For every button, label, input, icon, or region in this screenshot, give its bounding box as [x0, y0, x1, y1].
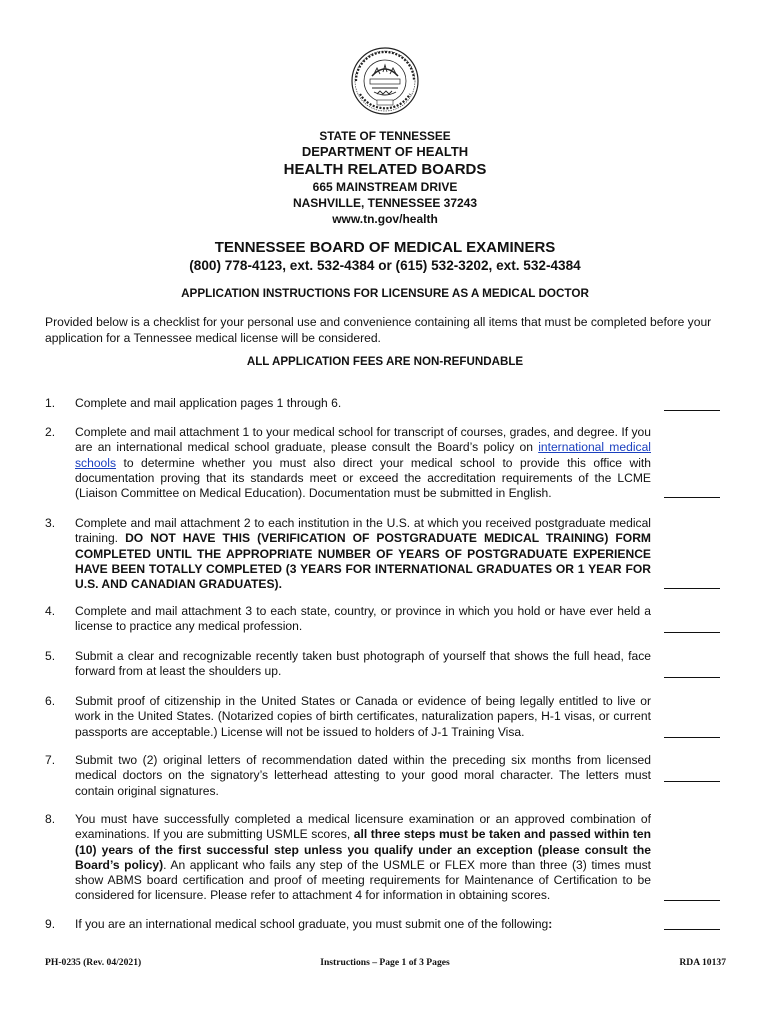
item-number: 9.: [45, 917, 56, 931]
fees-notice: ALL APPLICATION FEES ARE NON-REFUNDABLE: [246, 355, 524, 368]
item-number: 7.: [45, 753, 56, 767]
item-number: 5.: [45, 649, 56, 663]
checklist-item-text: [75, 516, 651, 592]
header-department: DEPARTMENT OF HEALTH: [301, 144, 469, 159]
item-bold-text: :: [548, 917, 553, 931]
checklist-item-text: Complete and mail attachment 3 to each state, country, or province in which you hold or have ever held a license to practice any medical profession.: [75, 604, 651, 634]
checkoff-line[interactable]: [664, 737, 720, 738]
item-text-part: If you are an international medical school graduate, you must submit one of the following: [75, 917, 549, 931]
item-text-part: You must have successfully completed a medical licensure examination or an approved combination of examinations. If you are submitting USMLE scores,: [75, 812, 651, 842]
checkoff-line[interactable]: [664, 677, 720, 678]
footer-page-number: Instructions – Page 1 of 3 Pages: [320, 957, 450, 968]
item-text-part: . An applicant who fails any step of the USMLE or FLEX more than three (3) times must show ABMS board certification and proof of meeting requirements for Maintenance of Certification to be considered for licensure. Please refer to attachment 4 for information in obtaining scores.: [75, 857, 651, 903]
board-phones: (800) 778-4123, ext. 532-4384 or (615) 532-3202, ext. 532-4384: [189, 258, 581, 273]
checklist-item-text: Submit two (2) original letters of recommendation dated within the preceding six months from licensed medical doctors on the signatory’s letterhead attesting to your good moral character. The letters must contain original signatures.: [75, 753, 651, 798]
footer-rda: RDA 10137: [679, 957, 726, 968]
item-text-part: to determine whether you must also direct your medical school to provide this office with documentation proving that its standards meet or exceed the accreditation requirements of the LCME (Liaison Committee on Medical Education). Documentation must be submitted in English.: [75, 455, 651, 501]
board-name: TENNESSEE BOARD OF MEDICAL EXAMINERS: [214, 239, 556, 256]
checklist-item-text: [75, 812, 651, 904]
checkoff-line[interactable]: [664, 781, 720, 782]
item-number: 4.: [45, 604, 56, 618]
checkoff-line[interactable]: [664, 588, 720, 589]
checkoff-line[interactable]: [664, 900, 720, 901]
checkoff-line[interactable]: [664, 929, 720, 930]
item-text-part: Complete and mail attachment 1 to your medical school for transcript of courses, grades, and degree. If you are an international medical school graduate, please consult the Board’s policy on: [75, 425, 651, 455]
checklist-item-text: Complete and mail application pages 1 through 6.: [75, 396, 342, 410]
item-number: 1.: [45, 396, 56, 410]
header-boards: HEALTH RELATED BOARDS: [283, 161, 487, 178]
header-website: www.tn.gov/health: [332, 212, 438, 226]
item-number: 8.: [45, 812, 56, 826]
item-number: 3.: [45, 516, 56, 530]
item-bold-text: DO NOT HAVE THIS (VERIFICATION OF POSTGRADUATE MEDICAL TRAINING) FORM COMPLETED UNTIL THE APPROPRIATE NUMBER OF YEARS OF POSTGRADUATE EXPERIENCE HAVE BEEN TOTALLY COMPLETED (3 YEARS FOR INTERNATIONAL GRADUATES OR 1 YEAR FOR U.S. AND CANADIAN GRADUATES).: [75, 531, 652, 592]
international-medical-schools-link[interactable]: international medical schools: [75, 440, 651, 470]
checklist-item-text: [75, 917, 651, 932]
checklist-item-text: Submit proof of citizenship in the United States or Canada or evidence of being legally entitled to live or work in the United States. (Notarized copies of birth certificates, naturalization papers, H-1 visas, or current passports are acceptable.) License will not be issued to holders of J-1 Training Visa.: [75, 694, 651, 739]
checkoff-line[interactable]: [664, 632, 720, 633]
item-bold-text: all three steps must be taken and passed within ten (10) years of the first successful step unless you qualify under an exception (please consult the Board’s policy): [75, 827, 651, 872]
header-state: STATE OF TENNESSEE: [319, 129, 451, 143]
header-street: 665 MAINSTREAM DRIVE: [312, 180, 458, 194]
header-city: NASHVILLE, TENNESSEE 37243: [292, 196, 478, 210]
instructions-subtitle: APPLICATION INSTRUCTIONS FOR LICENSURE AS A MEDICAL DOCTOR: [181, 287, 589, 300]
tennessee-state-seal: [350, 46, 420, 116]
intro-paragraph: Provided below is a checklist for your personal use and convenience containing all items that must be completed before your application for a Tennessee medical license will be considered.: [45, 315, 712, 345]
checklist-item-text: Submit a clear and recognizable recently taken bust photograph of yourself that shows the full head, face forward from at least the shoulders up.: [75, 649, 651, 679]
item-number: 6.: [45, 694, 56, 708]
checklist-item-text: [75, 425, 651, 501]
checkoff-line[interactable]: [664, 410, 720, 411]
item-number: 2.: [45, 425, 56, 439]
footer-form-number: PH-0235 (Rev. 04/2021): [45, 957, 142, 968]
checkoff-line[interactable]: [664, 497, 720, 498]
item-text-part: Complete and mail attachment 2 to each institution in the U.S. at which you received postgraduate medical training.: [75, 516, 651, 546]
